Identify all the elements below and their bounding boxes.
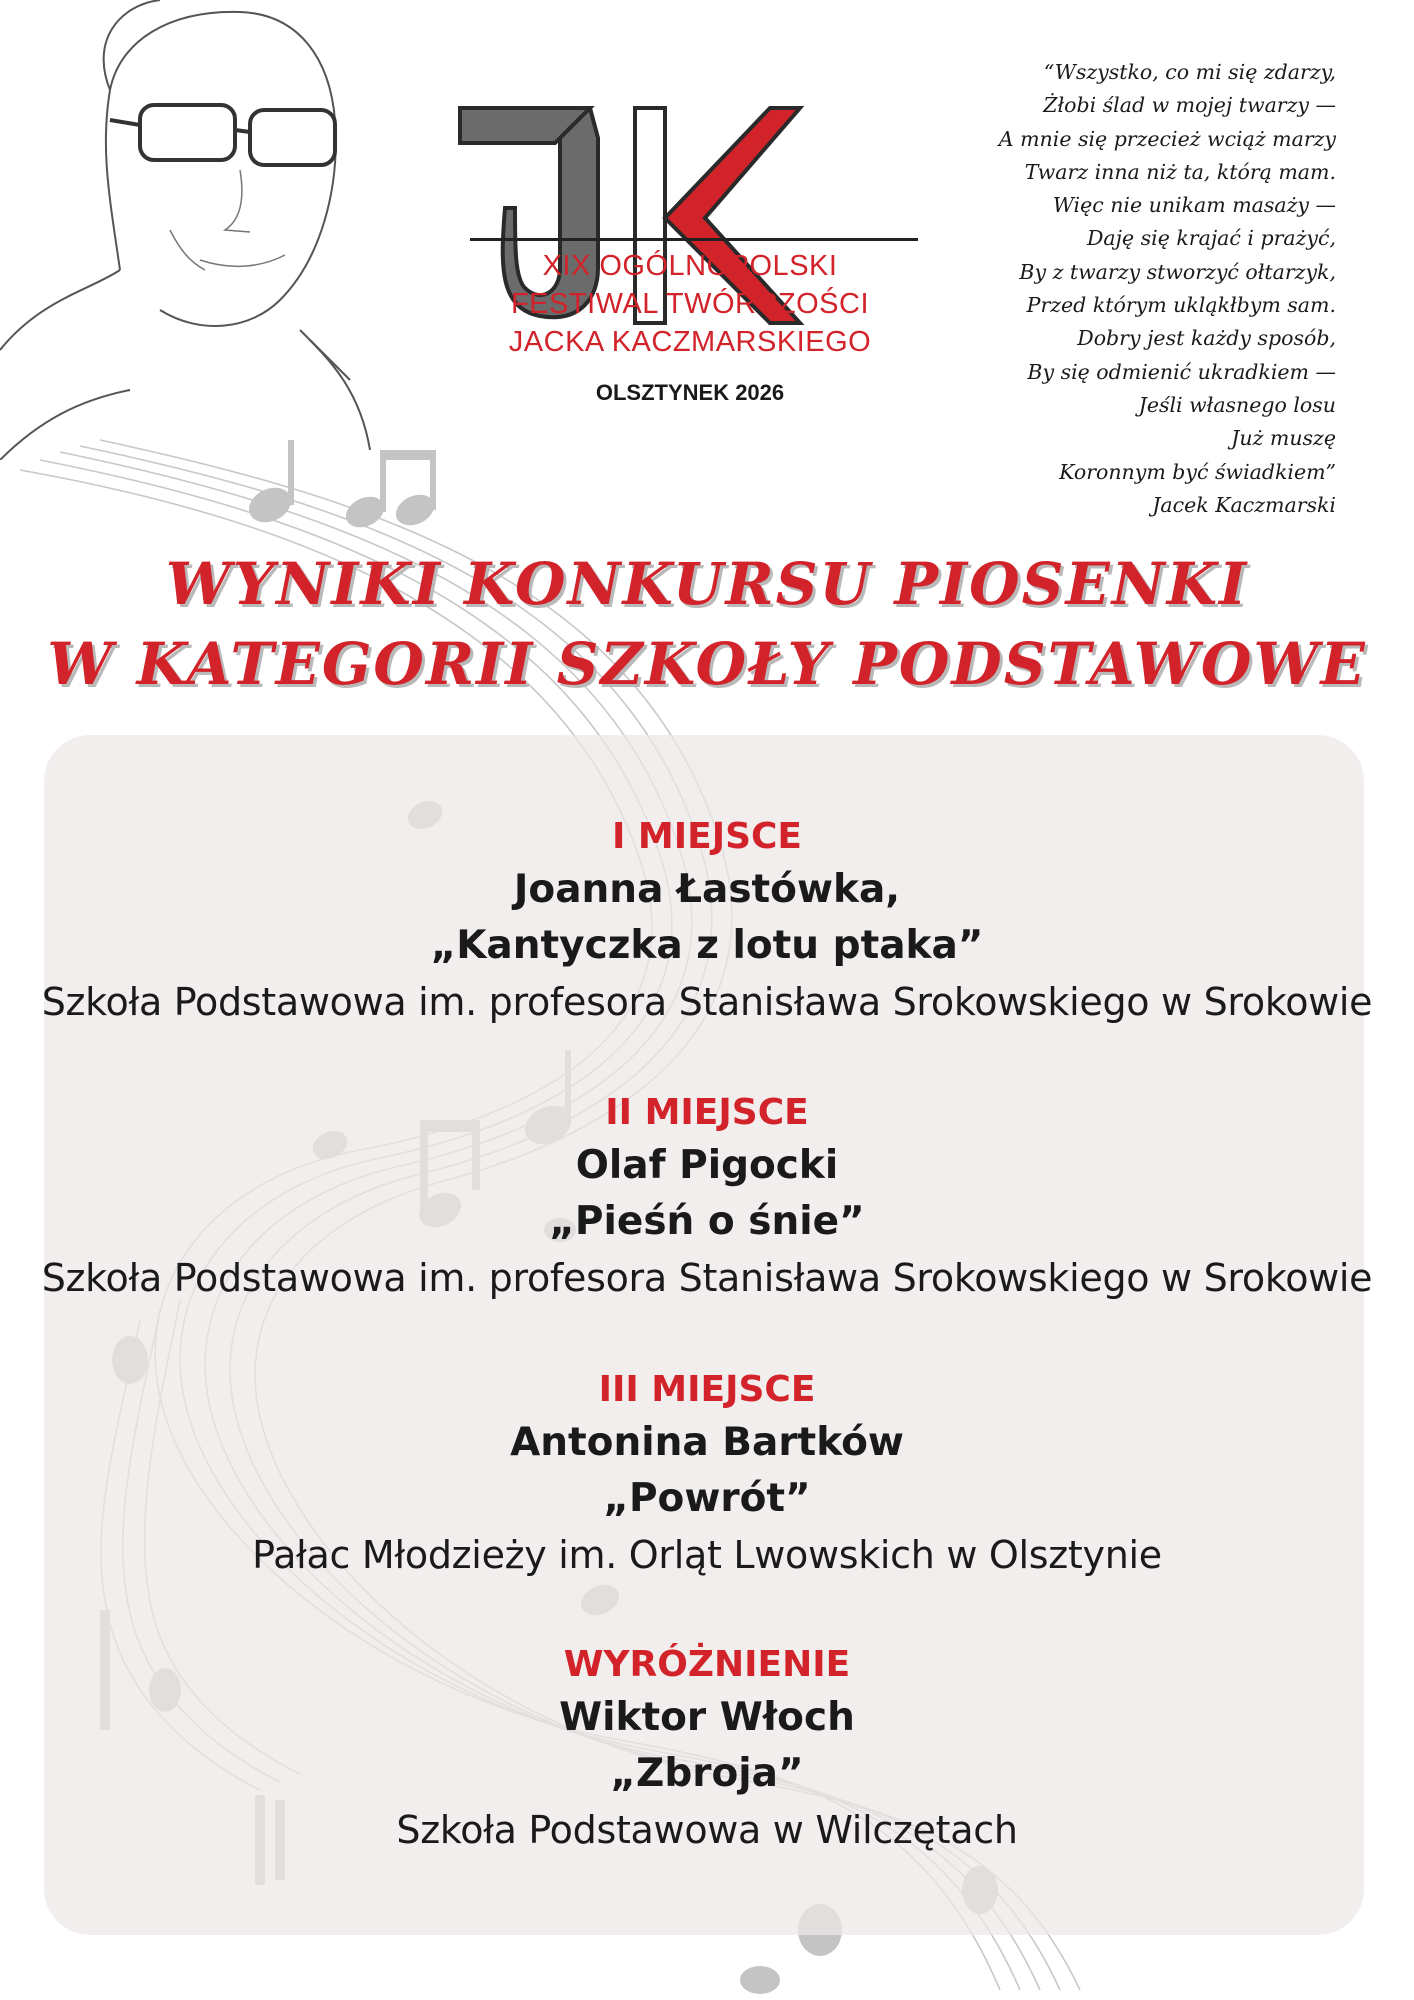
performer-name: Olaf Pigocki bbox=[575, 1143, 839, 1188]
school-name: Szkoła Podstawowa w Wilczętach bbox=[396, 1808, 1018, 1852]
song-title: „Zbroja” bbox=[610, 1751, 804, 1796]
poem-line: By się odmienić ukradkiem — bbox=[1027, 359, 1336, 384]
logo-line-2: FESTIWAL TWÓRCZOŚCI bbox=[510, 288, 870, 320]
poem-line: Więc nie unikam masaży — bbox=[1052, 193, 1336, 218]
song-title: „Kantyczka z lotu ptaka” bbox=[430, 923, 984, 968]
poem-line: By z twarzy stworzyć ołtarzyk, bbox=[1019, 259, 1336, 284]
poem-line: Daję się krajać i prażyć, bbox=[1086, 226, 1336, 251]
poem-line: Już muszę bbox=[1231, 426, 1336, 451]
poem-line: Dobry jest każdy sposób, bbox=[1077, 326, 1336, 351]
portrait-sketch-icon bbox=[0, 0, 460, 460]
place-label: III MIEJSCE bbox=[598, 1369, 816, 1410]
result-first-place bbox=[0, 812, 1414, 1030]
place-label: I MIEJSCE bbox=[611, 816, 803, 857]
school-name: Szkoła Podstawowa im. profesora Stanisława Srokowskiego w Srokowie bbox=[41, 1256, 1373, 1300]
poem-line: Twarz inna niż ta, którą mam. bbox=[1024, 159, 1336, 184]
poem-line: Jeśli własnego losu bbox=[1138, 392, 1336, 417]
song-title: „Pieśń o śnie” bbox=[549, 1199, 865, 1244]
performer-name: Wiktor Włoch bbox=[559, 1695, 855, 1740]
poem-line: Żłobi ślad w mojej twarzy — bbox=[1043, 93, 1336, 118]
result-second-place bbox=[0, 1088, 1414, 1306]
school-name: Szkoła Podstawowa im. profesora Stanisława Srokowskiego w Srokowie bbox=[41, 980, 1373, 1024]
performer-name: Antonina Bartków bbox=[510, 1420, 904, 1465]
school-name: Pałac Młodzieży im. Orląt Lwowskich w Olsztynie bbox=[252, 1533, 1162, 1577]
poem-line: Koronnym być świadkiem” bbox=[1059, 459, 1336, 484]
result-third-place bbox=[0, 1365, 1414, 1583]
song-title: „Powrót” bbox=[603, 1476, 811, 1521]
performer-name: Joanna Łastówka, bbox=[513, 867, 901, 912]
logo-line-1: XIX OGÓLNOPOLSKI bbox=[542, 250, 838, 282]
place-label: II MIEJSCE bbox=[605, 1092, 809, 1133]
poem-quote bbox=[816, 56, 1336, 522]
poem-line: A mnie się przecież wciąż marzy bbox=[998, 126, 1336, 151]
logo-line-3: JACKA KACZMARSKIEGO bbox=[508, 326, 872, 358]
place-label: WYRÓŻNIENIE bbox=[563, 1644, 851, 1685]
poem-line: “Wszystko, co mi się zdarzy, bbox=[1043, 60, 1336, 84]
result-distinction bbox=[0, 1640, 1414, 1858]
logo-place-year: OLSZTYNEK 2026 bbox=[595, 380, 785, 405]
poem-line: Przed którym ukląkłbym sam. bbox=[1026, 293, 1336, 318]
poem-author: Jacek Kaczmarski bbox=[1152, 492, 1336, 517]
page-title-line-2: W KATEGORII SZKOŁY PODSTAWOWE bbox=[47, 630, 1367, 698]
page-title-line-1: WYNIKI KONKURSU PIOSENKI bbox=[165, 550, 1249, 618]
